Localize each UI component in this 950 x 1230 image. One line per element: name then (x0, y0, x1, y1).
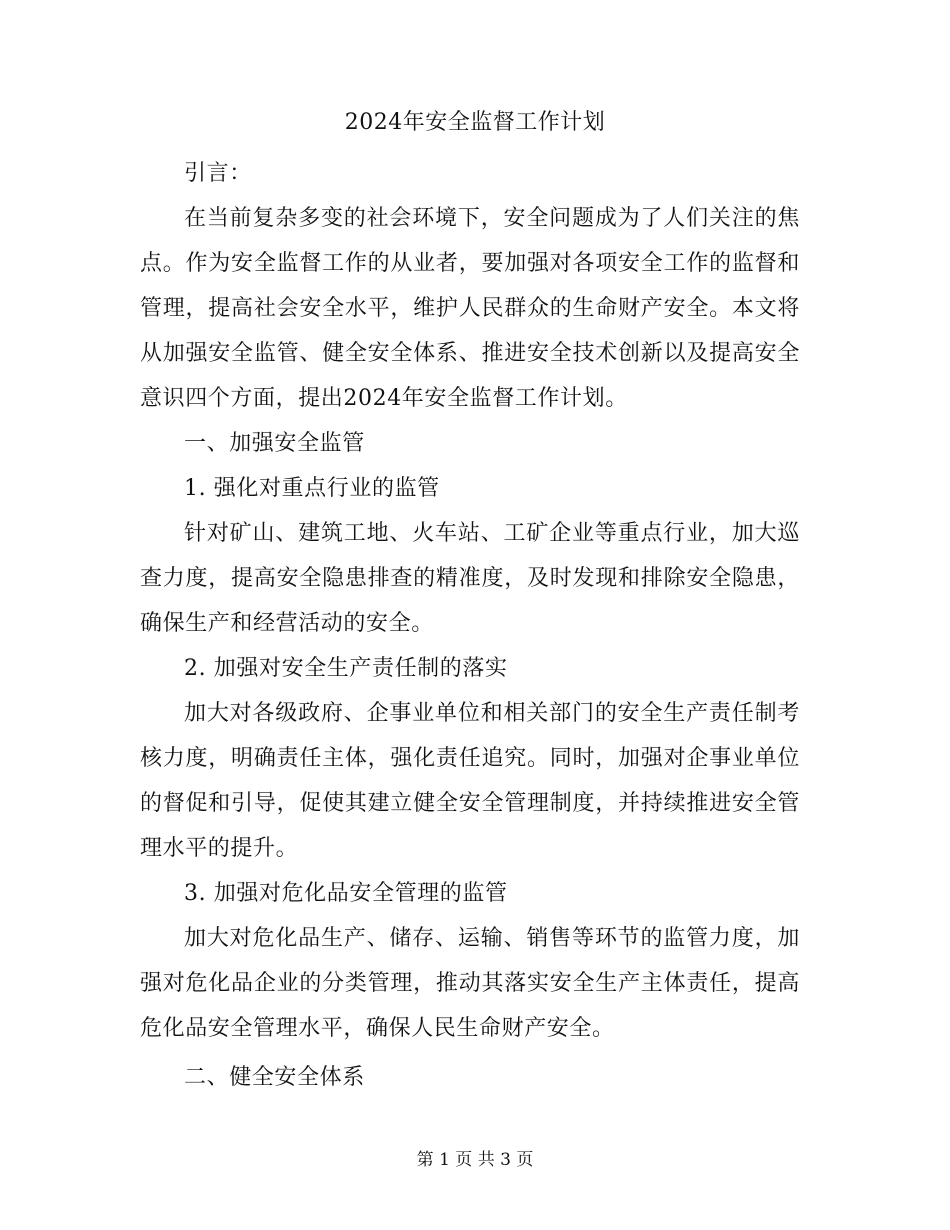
document-title: 2024年安全监督工作计划 (344, 110, 606, 135)
page-number-footer: 第 1 页 共 3 页 (416, 1150, 534, 1170)
subheading-1-1: 1. 强化对重点行业的监管 (184, 476, 440, 501)
document-body (140, 151, 800, 1100)
paragraph-1-3: 加大对危化品生产、储存、运输、销售等环节的监管力度，加强对危化品企业的分类管理，推动其落实安全生产主体责任，提高危化品安全管理水平，确保人民生命财产安全。 (140, 926, 800, 1041)
paragraph-1-1: 针对矿山、建筑工地、火车站、工矿企业等重点行业，加大巡查力度，提高安全隐患排查的精准度，及时发现和排除安全隐患，确保生产和经营活动的安全。 (140, 521, 800, 636)
paragraph-1-2: 加大对各级政府、企事业单位和相关部门的安全生产责任制考核力度，明确责任主体，强化责任追究。同时，加强对企事业单位的督促和引导，促使其建立健全安全管理制度，并持续推进安全管理水平的提升。 (140, 701, 800, 861)
paragraph-intro-label: 引言： (184, 161, 252, 186)
section-heading-1: 一、加强安全监管 (184, 431, 365, 456)
subheading-1-2: 2. 加强对安全生产责任制的落实 (184, 656, 508, 681)
subheading-1-3: 3. 加强对危化品安全管理的监管 (184, 881, 508, 906)
section-heading-2: 二、健全安全体系 (184, 1065, 365, 1090)
paragraph-intro: 在当前复杂多变的社会环境下，安全问题成为了人们关注的焦点。作为安全监督工作的从业者，要加强对各项安全工作的监督和管理，提高社会安全水平，维护人民群众的生命财产安全。本文将从加强安全监管、健全安全体系、推进安全技术创新以及提高安全意识四个方面，提出2024年安全监督工作计划。 (140, 206, 800, 411)
